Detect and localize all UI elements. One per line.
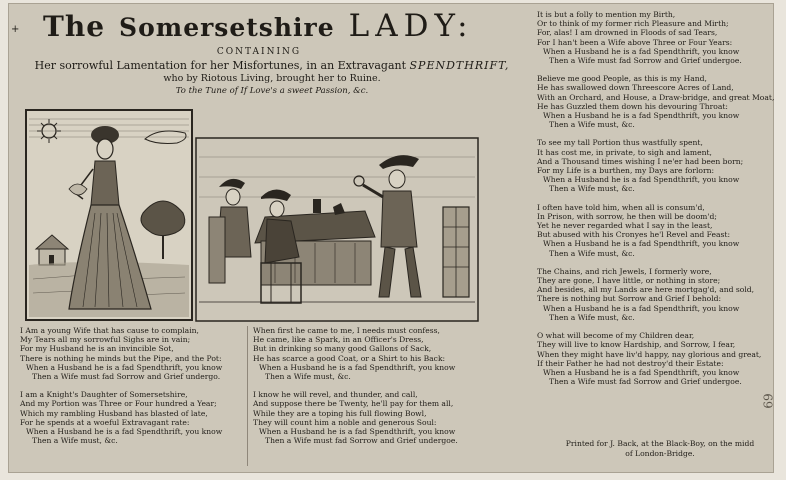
verse-line: Or to think of my former rich Pleasure and Mirth; [537,19,729,29]
verse-line: I often have told him, when all is consum'd, [537,202,705,212]
stanza [20,390,252,445]
stanza [537,203,773,258]
refrain-line: Then a Wife must, &c. [549,120,635,130]
refrain-line: When a Husband he is a fad Spendthrift, you know [26,427,223,437]
verse-line: But in drinking so many good Gallons of Sack, [253,344,432,354]
verse-line: Believe me good People, as this is my Hand, [537,74,707,84]
refrain-line: Then a Wife must, &c. [549,248,635,258]
refrain-line: When a Husband he is a fad Spendthrift, you know [543,111,740,121]
stanza [537,331,773,386]
verse-line: But abused with his Cronyes he'l Revel and Feast: [537,230,731,240]
verse-line: Which my rambling Husband has blasted of late, [20,408,208,418]
verse-line: For my Life is a burthen, my Days are forlorn: [537,166,715,176]
verse-line: He has Guzzled them down his devouring Throat: [537,101,728,111]
printer-colophon [544,439,776,459]
containing-label: CONTAINING [216,47,302,57]
verse-column-3 [537,10,773,395]
verse-line: For my Husband he is an invincible Sot, [20,344,174,354]
verse-column-2 [253,326,483,454]
verse-line: I Am a young Wife that has cause to complain, [20,326,199,335]
refrain-line: Then a Wife must, &c. [265,372,351,382]
verse-line: When they might have liv'd happy, nay glorious and great, [537,349,762,359]
verse-line: If their Father he had not destroy'd their Estate: [537,358,724,368]
verse-line: He has scarce a good Coat, or a Shirt to his Back: [253,353,446,363]
title-word-lady: LADY: [348,8,474,44]
refrain-line: When a Husband he is a fad Spendthrift, you know [543,239,740,249]
verse-line: They will count him a noble and generous Soul: [253,417,437,427]
refrain-line: Then a Wife must, &c. [549,184,635,194]
window-frame-icon [443,207,469,297]
verse-line: I know he will revel, and thunder, and call, [253,390,418,400]
verse-line: For I han't been a Wife above Three or Four Years: [537,37,733,47]
refrain-line: Then a Wife must fad Sorrow and Grief undergo. [32,372,221,382]
refrain-line: Then a Wife must, &c. [549,312,635,322]
refrain-line: Then a Wife must, &c. [32,436,118,446]
refrain-line: When a Husband he is a fad Spendthrift, you know [543,46,740,56]
stanza [537,267,773,322]
broadside-sheet [8,3,774,473]
colophon-line: of London-Bridge. [625,449,695,458]
verse-line: When first he came to me, I needs must confess, [253,326,440,335]
verse-line: And my Portion was Three or Four hundred a Year; [20,399,217,409]
refrain-line: When a Husband he is a fad Spendthrift, you know [259,427,456,437]
stanza [537,74,773,129]
stanza [537,10,773,65]
verse-line: Yet he never regarded what I say in the least, [537,221,713,231]
verse-line: There is nothing but Sorrow and Grief I behold: [537,294,722,304]
verse-line: And a Thousand times wishing I ne'er had been born; [537,156,744,166]
title-word-the: The [43,10,106,43]
verse-line: For he spends at a woeful Extravagant rate: [20,417,190,427]
verse-line: They will live to know Hardship, and Sorrow, I fear, [537,340,736,350]
verse-line: And besides, all my Lands are here mortgag'd, and sold, [537,285,755,295]
stanza [253,390,483,445]
refrain-line: When a Husband he is a fad Spendthrift, you know [543,175,740,185]
title-word-somersetshire: Somersetshire [119,13,335,42]
verse-line: O what will become of my Children dear, [537,331,695,341]
refrain-line: Then a Wife must fad Sorrow and Grief undergoe. [549,56,742,66]
collection-stamp: 69 [761,393,776,409]
refrain-line: When a Husband he is a fad Spendthrift, you know [543,367,740,377]
verse-line: It is but a folly to mention my Birth, [537,10,676,19]
verse-line: He has swallowed down Threescore Acres of Land, [537,83,734,93]
verse-line: In Prison, with sorrow, he then will be doom'd; [537,211,717,221]
stanza [253,326,483,381]
refrain-line: When a Husband he is a fad Spendthrift, you know [26,362,223,372]
refrain-line: Then a Wife must fad Sorrow and Grief undergoe. [265,436,458,446]
ballad-title [43,8,523,44]
stanza [537,138,773,193]
subtitle-line-2: who by Riotous Living, brought her to Ruine. [163,73,381,84]
verse-line: It has cost me, in private, to sigh and lament, [537,147,712,157]
refrain-line: When a Husband he is a fad Spendthrift, you know [259,362,456,372]
subtitle-text: Her sorrowful Lamentation for her Misfortunes, in an Extravagant [34,59,407,72]
verse-line: With an Orchard, and House, a Draw-bridge, and great Moat, [537,92,775,102]
verse-line: There is nothing he minds but the Pipe, and the Pot: [20,353,222,363]
refrain-line: Then a Wife must fad Sorrow and Grief undergoe. [549,377,742,387]
verse-line: I am a Knight's Daughter of Somersetshire, [20,390,188,400]
woodcut-lady [25,109,193,321]
verse-line: The Chains, and rich Jewels, I formerly wore, [537,266,712,276]
stanza [20,326,252,381]
woodcut-tavern [195,137,479,322]
verse-line: He came, like a Spark, in an Officer's Dress, [253,335,424,345]
column-divider [247,326,248,466]
verse-line: For, alas! I am drowned in Floods of sad Tears, [537,28,718,38]
verse-line: And suppose there be Twenty, he'll pay for them all, [253,399,454,409]
subtitle-line-1 [17,59,527,72]
corner-mark: + [11,24,20,35]
verse-column-1 [20,326,252,454]
tune-line: To the Tune of If Love's a sweet Passion, &c. [175,86,369,96]
verse-line: While they are a toping his full flowing Bowl, [253,408,427,418]
verse-line: They are gone, I have little, or nothing in store; [537,276,721,286]
verse-line: To see my tall Portion thus wastfully spent, [537,138,703,148]
subtitle-spendthrift: SPENDTHRIFT, [409,59,510,72]
verse-line: My Tears all my sorrowful Sighs are in vain; [20,335,191,345]
refrain-line: When a Husband he is a fad Spendthrift, you know [543,303,740,313]
colophon-line: Printed for J. Back, at the Black-Boy, on the midd [565,439,755,448]
